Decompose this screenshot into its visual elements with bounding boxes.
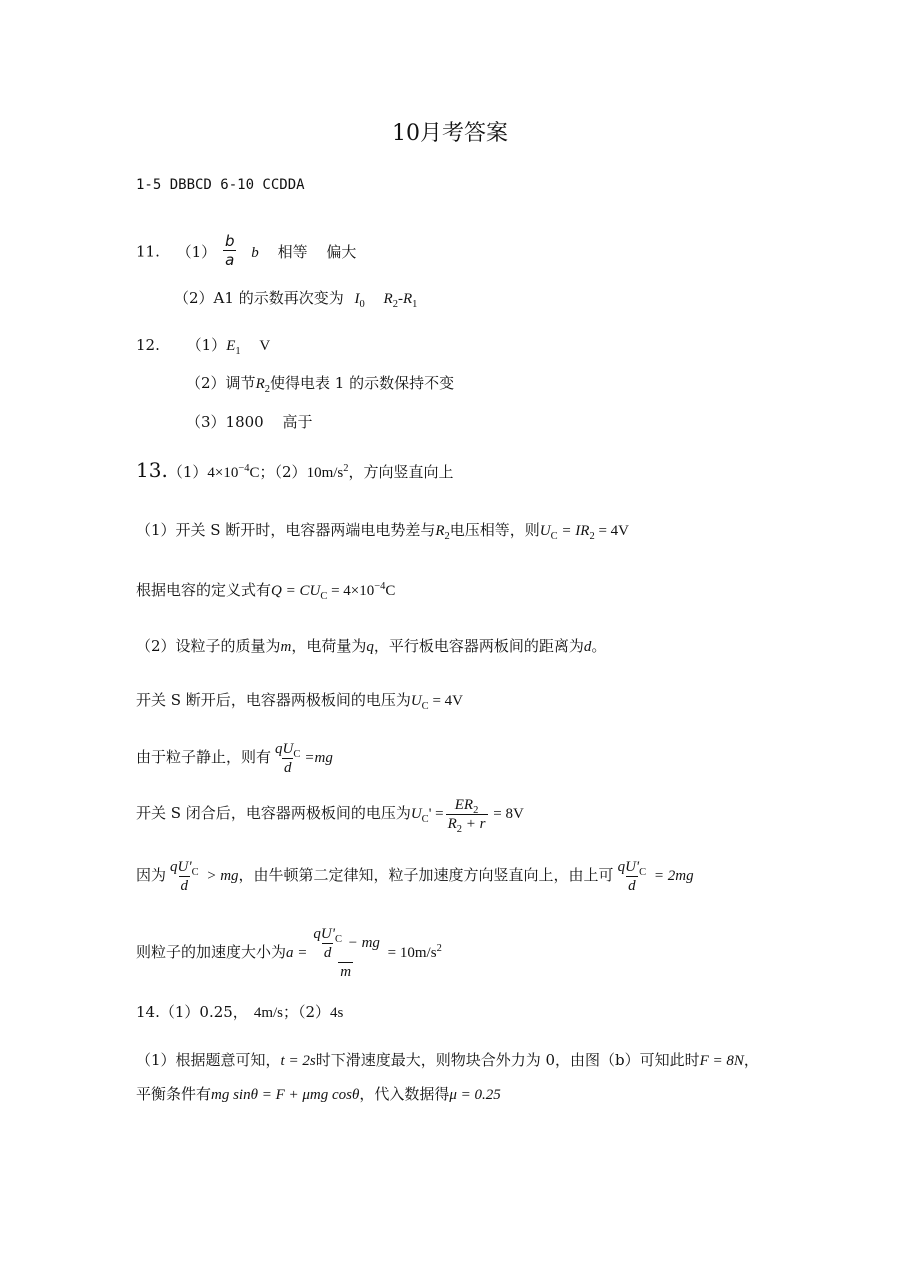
q11-answer-b: b	[251, 244, 259, 261]
q13-header: $13.(1)4\times 10^{-4}C$；$(2)10m/s^2$，方向竖直向上	[136, 458, 454, 482]
q11-answer-large: 偏大	[326, 242, 357, 261]
q11-part1	[136, 234, 356, 271]
q12-part3: （3）1800 高于	[186, 413, 313, 431]
q13-step2: 根据电容的定义式有$Q = CU_C = 4\times 10^{-4}C$	[136, 581, 396, 602]
q14-header: 14.（1）0.25， 4m/s；（2）4s	[136, 1003, 344, 1021]
page-title: 10月考答案	[392, 121, 508, 146]
q12-part2: （2）调节$R_2$使得电表 1 的示数保持不变	[186, 374, 455, 395]
q13-step4: 开关 S 断开后，电容器两极板间的电压为$U_C = 4V$	[136, 691, 463, 712]
q11-label: 11.	[136, 242, 160, 261]
q12-part1: 12. $(1)E_1$ V	[136, 336, 271, 357]
q14-step1: （1）根据题意可知，t = 2s时下滑速度最大，则物块合外力为 0，由图（b）可知此时F = 8N，	[136, 1051, 759, 1069]
q13-step3: （2）设粒子的质量为m，电荷量为q，平行板电容器两板间的距离为d。	[136, 637, 607, 655]
q13-step7: 因为 $\frac{qU'_C}{d}$ > mg，由牛顿第二定律知，粒子加速度方向竖直向上，由上可 $\frac{qU'_C}{d}$ = 2mg	[136, 858, 694, 894]
q13-step1: （1）开关 S 断开时，电容器两端电电势差与$R_2$电压相等，则$U_C = IR_2 = 4V$	[136, 521, 629, 542]
q12-label: 12.	[136, 336, 160, 354]
q13-step8: 则粒子的加速度大小为a = $\frac{qU'_C}{d}$ − mg m = $10m/s^2$	[136, 926, 442, 980]
q11-part1-prefix: （1）	[176, 242, 217, 261]
q11-fraction: $\frac{b}{a}$	[224, 232, 235, 269]
q11-part2: （2）A1 的示数再次变为 $I_0$ $R_2-R_1$	[174, 289, 418, 310]
multiple-choice-answers: 1-5 DBBCD 6-10 CCDDA	[136, 177, 305, 193]
q13-label: 13.	[136, 458, 168, 482]
q14-step2: 平衡条件有mg sinθ = F + μmg cosθ，代入数据得μ = 0.25	[136, 1085, 501, 1103]
q11-answer-equal: 相等	[277, 242, 308, 261]
q13-step6: 开关 S 闭合后，电容器两极板间的电压为$U_C'$ = $\frac{ER_2}{R_2 + r}$ = 8V	[136, 796, 524, 835]
q13-step5: 由于粒子静止，则有 $\frac{qU_C}{d}$ =mg	[136, 740, 333, 776]
